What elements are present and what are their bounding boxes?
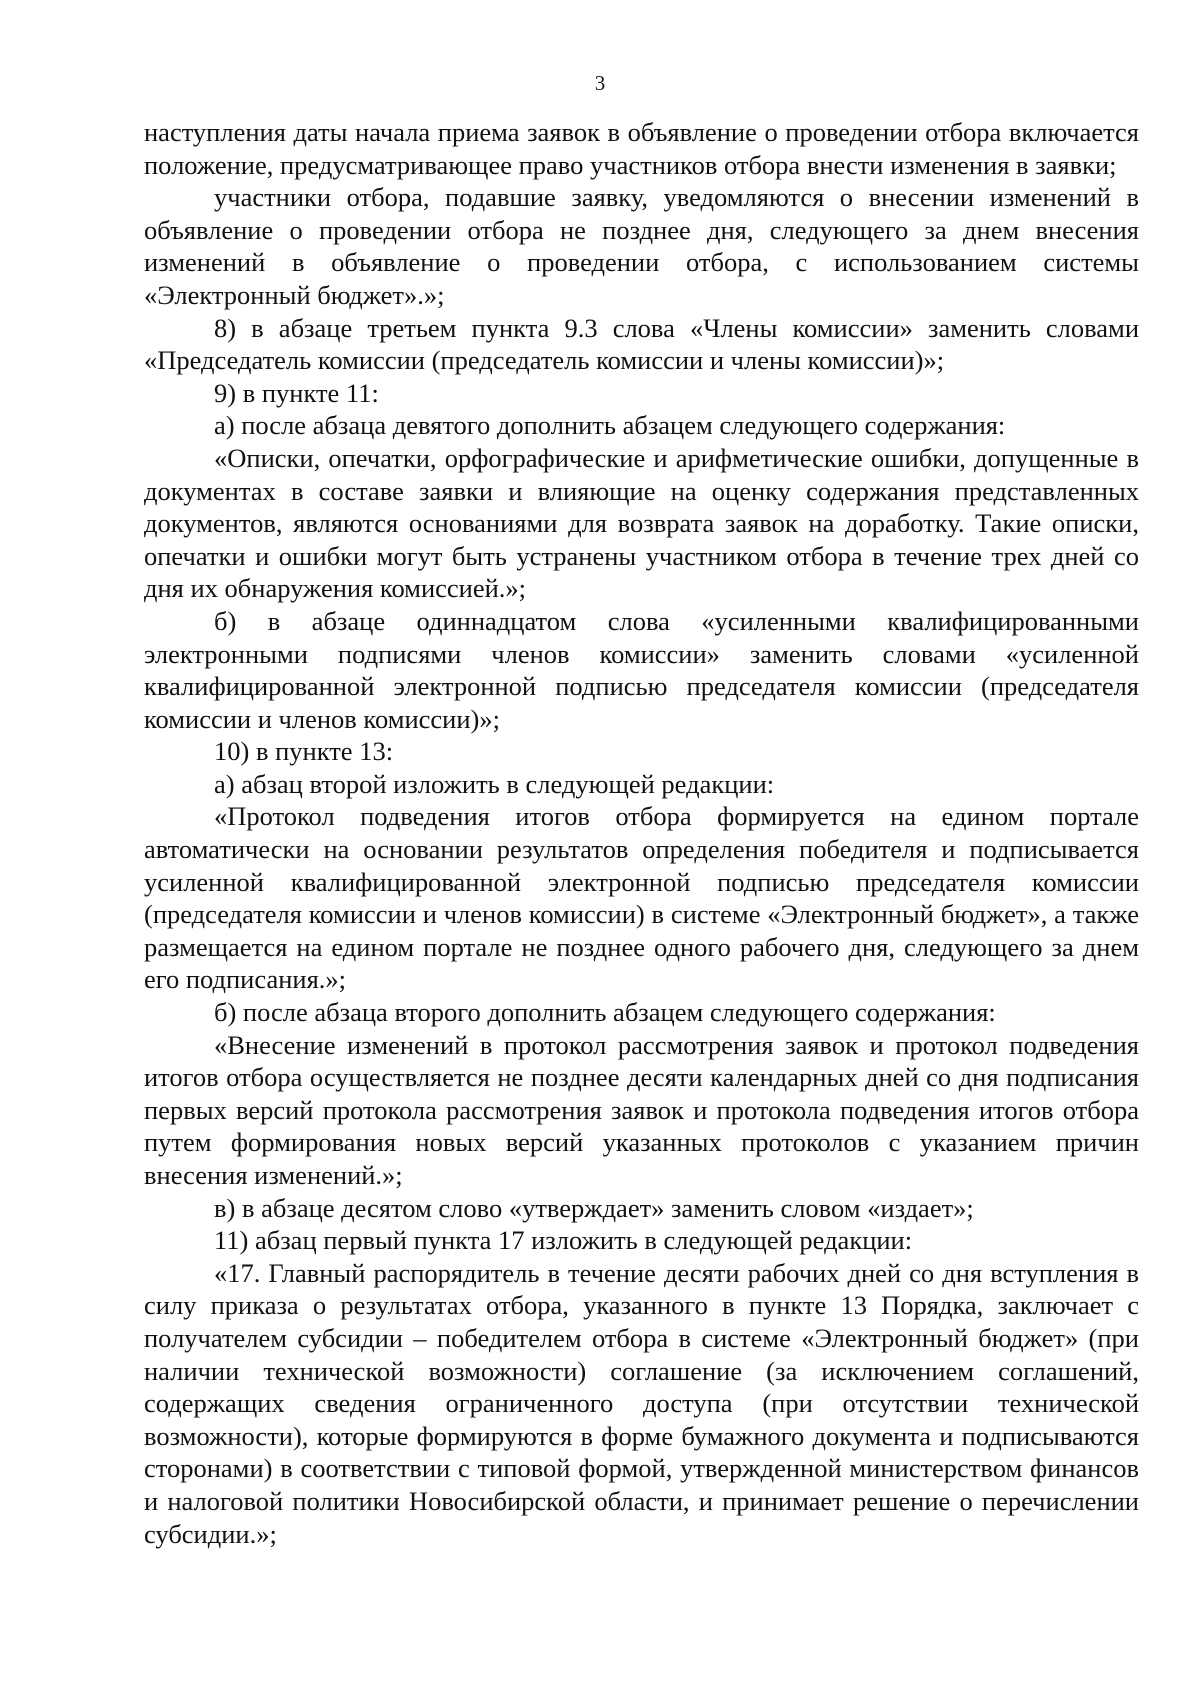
paragraph-9: а) абзац второй изложить в следующей редакции: xyxy=(214,768,775,799)
paragraph-8: 10) в пункте 13: xyxy=(214,736,394,767)
paragraph-10: «Протокол подведения итогов отбора формируется на едином портале автоматически на основании результатов определения победителя и подписывается усиленной квалифицированной электронной подписью председателя комиссии (председателя комиссии и членов комиссии) в системе «Электронный бюджет», а также размещается на едином портале не позднее одного рабочего дня, следующего за днем его подписания.»; xyxy=(144,801,1139,995)
paragraph-15: «17. Главный распорядитель в течение десяти рабочих дней со дня вступления в силу приказа о результатах отбора, указанного в пункте 13 Порядка, заключает с получателем субсидии – победителем отбора в системе «Электронный бюджет» (при наличии технической возможности) соглашение (за исключением соглашений, содержащих сведения ограниченного доступа (при отсутствии технической возможности), которые формируются в форме бумажного документа и подписываются сторонами) в соответствии с типовой формой, утвержденной министерством финансов и налоговой политики Новосибирской области, и принимает решение о перечислении субсидии.»; xyxy=(144,1257,1139,1549)
paragraph-1: наступления даты начала приема заявок в объявление о проведении отбора включается положение, предусматривающее право участников отбора внести изменения в заявки; xyxy=(144,117,1139,180)
page-number: 3 xyxy=(594,71,606,95)
paragraph-11: б) после абзаца второго дополнить абзацем следующего содержания: xyxy=(214,997,996,1028)
paragraph-4: 9) в пункте 11: xyxy=(214,377,379,408)
paragraph-3: 8) в абзаце третьем пункта 9.3 слова «Члены комиссии» заменить словами «Председатель комиссии (председатель комиссии и члены комиссии)»; xyxy=(144,312,1139,376)
paragraph-2: участники отбора, подавшие заявку, уведомляются о внесении изменений в объявление о проведении отбора не позднее дня, следующего за днем внесения изменений в объявление о проведении отбора, с использованием системы «Электронный бюджет».»; xyxy=(144,182,1139,310)
paragraph-5: а) после абзаца девятого дополнить абзацем следующего содержания: xyxy=(214,410,1006,441)
paragraph-6: «Описки, опечатки, орфографические и арифметические ошибки, допущенные в документах в составе заявки и влияющие на оценку содержания представленных документов, являются основаниями для возврата заявок на доработку. Такие описки, опечатки и ошибки могут быть устранены участником отбора в течение трех дней со дня их обнаружения комиссией.»; xyxy=(144,442,1139,604)
paragraph-12: «Внесение изменений в протокол рассмотрения заявок и протокол подведения итогов отбора осуществляется не позднее десяти календарных дней со дня подписания первых версий протокола рассмотрения заявок и протокола подведения итогов отбора путем формирования новых версий указанных протоколов с указанием причин внесения изменений.»; xyxy=(144,1029,1139,1190)
paragraph-7: б) в абзаце одиннадцатом слова «усиленными квалифицированными электронными подписями членов комиссии» заменить словами «усиленной квалифицированной электронной подписью председателя комиссии (председателя комиссии и членов комиссии)»; xyxy=(144,605,1139,734)
paragraph-13: в) в абзаце десятом слово «утверждает» заменить словом «издает»; xyxy=(214,1192,974,1223)
document-body xyxy=(144,116,1139,1550)
paragraph-14: 11) абзац первый пункта 17 изложить в следующей редакции: xyxy=(214,1225,913,1256)
